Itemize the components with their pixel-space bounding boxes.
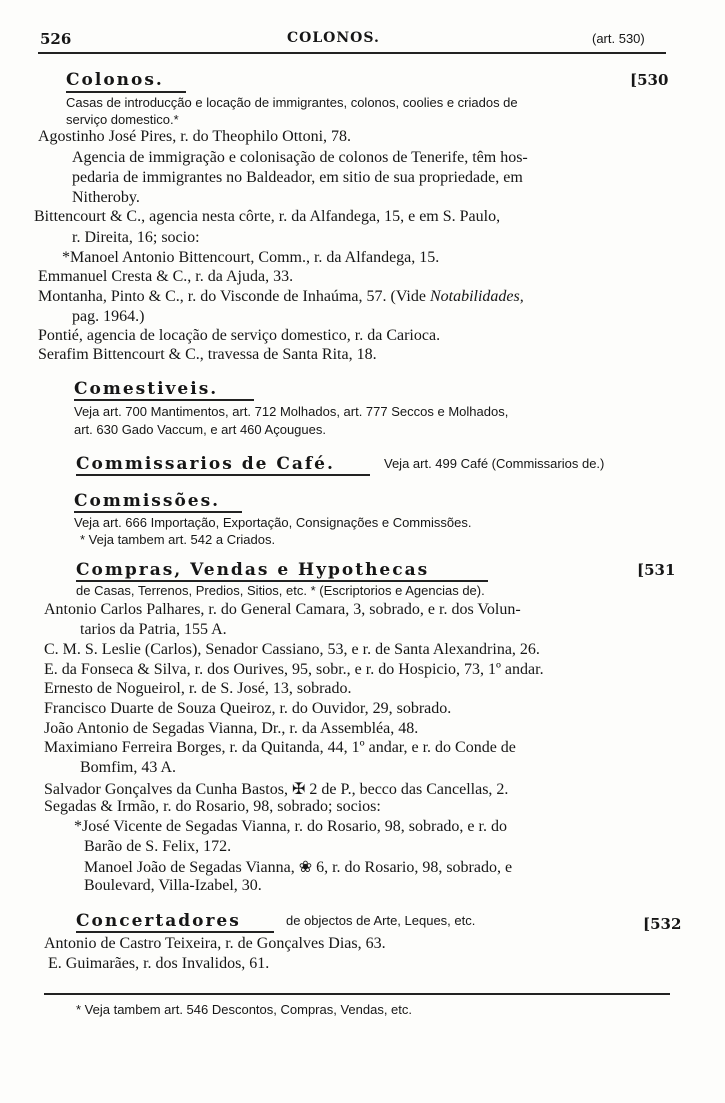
- entry-line: João Antonio de Segadas Vianna, Dr., r. da Assembléa, 48.: [44, 720, 419, 737]
- article-number: [531: [637, 561, 676, 579]
- entry-line: Barão de S. Felix, 172.: [84, 838, 232, 855]
- section-rule: [74, 399, 254, 401]
- entry-line: *Manoel Antonio Bittencourt, Comm., r. da Alfandega, 15.: [62, 249, 440, 266]
- entry-line: Antonio Carlos Palhares, r. do General Camara, 3, sobrado, e r. dos Volun-: [44, 601, 521, 618]
- section-title-commissarios: Commissarios de Café.: [76, 454, 335, 474]
- section-description: Casas de introducção e locação de immigrantes, colonos, coolies e criados de: [66, 95, 518, 110]
- cross-reference: Veja art. 666 Importação, Exportação, Consignações e Commissões.: [74, 515, 472, 530]
- footnote: * Veja tambem art. 546 Descontos, Compras, Vendas, etc.: [76, 1002, 413, 1017]
- cross-reference: art. 630 Gado Vaccum, e art 460 Açougues.: [74, 422, 326, 437]
- section-rule: [74, 511, 242, 513]
- entry-line: Maximiano Ferreira Borges, r. da Quitanda, 44, 1º andar, e r. do Conde de: [44, 739, 516, 756]
- entry-line: Ernesto de Nogueirol, r. de S. José, 13, sobrado.: [44, 680, 352, 697]
- section-description: de Casas, Terrenos, Predios, Sitios, etc. * (Escriptorios e Agencias de).: [76, 583, 485, 598]
- section-rule: [76, 931, 274, 933]
- entry-line: Antonio de Castro Teixeira, r. de Gonçalves Dias, 63.: [44, 935, 386, 952]
- entry-line: pag. 1964.): [72, 308, 145, 325]
- section-rule: [66, 91, 186, 93]
- entry-line: Bittencourt & C., agencia nesta côrte, r. da Alfandega, 15, e em S. Paulo,: [34, 208, 501, 225]
- footnote-rule: [44, 993, 670, 995]
- entry-line: E. Guimarães, r. dos Invalidos, 61.: [48, 955, 270, 972]
- header-rule: [38, 52, 666, 54]
- section-description: de objectos de Arte, Leques, etc.: [286, 913, 476, 928]
- entry-line: Segadas & Irmão, r. do Rosario, 98, sobrado; socios:: [44, 798, 381, 815]
- entry-line: C. M. S. Leslie (Carlos), Senador Cassiano, 53, e r. de Santa Alexandrina, 26.: [44, 641, 540, 658]
- entry-line: Montanha, Pinto & C., r. do Visconde de Inhaúma, 57. (Vide Notabilidades,: [38, 288, 524, 305]
- section-title-comestiveis: Comestiveis.: [74, 379, 219, 399]
- article-number: [530: [630, 71, 669, 89]
- entry-line: Serafim Bittencourt & C., travessa de Santa Rita, 18.: [38, 346, 377, 363]
- section-title-compras: Compras, Vendas e Hypothecas: [76, 560, 430, 580]
- section-rule: [76, 474, 370, 476]
- cross-reference: Veja art. 700 Mantimentos, art. 712 Molhados, art. 777 Seccos e Molhados,: [74, 404, 509, 419]
- section-description: serviço domestico.*: [66, 112, 179, 127]
- section-title-commissoes: Commissões.: [74, 491, 221, 511]
- entry-line: Manoel João de Segadas Vianna, ❀ 6, r. do Rosario, 98, sobrado, e: [84, 859, 513, 876]
- entry-line: Emmanuel Cresta & C., r. da Ajuda, 33.: [38, 268, 294, 285]
- entry-line: Pontié, agencia de locação de serviço domestico, r. da Carioca.: [38, 327, 441, 344]
- entry-line: Francisco Duarte de Souza Queiroz, r. do Ouvidor, 29, sobrado.: [44, 700, 452, 717]
- cross-reference: Veja art. 499 Café (Commissarios de.): [384, 456, 605, 471]
- entry-line: *José Vicente de Segadas Vianna, r. do Rosario, 98, sobrado, e r. do: [74, 818, 507, 835]
- page-number: 526: [40, 30, 72, 48]
- article-ref: (art. 530): [592, 31, 645, 46]
- entry-line: pedaria de immigrantes no Baldeador, em sitio de sua propriedade, em: [72, 169, 523, 186]
- entry-line: Salvador Gonçalves da Cunha Bastos, ✠ 2 de P., becco das Cancellas, 2.: [44, 781, 509, 798]
- running-title: COLONOS.: [287, 30, 380, 46]
- entry-line: Bomfim, 43 A.: [80, 759, 177, 776]
- article-number: [532: [643, 915, 682, 933]
- section-rule: [76, 580, 488, 582]
- entry-line: Boulevard, Villa-Izabel, 30.: [84, 877, 262, 894]
- cross-reference: * Veja tambem art. 542 a Criados.: [80, 532, 276, 547]
- entry-line: Agostinho José Pires, r. do Theophilo Ottoni, 78.: [38, 128, 352, 145]
- entry-line: E. da Fonseca & Silva, r. dos Ourives, 95, sobr., e r. do Hospicio, 73, 1º andar.: [44, 661, 544, 678]
- entry-line: r. Direita, 16; socio:: [72, 229, 200, 246]
- entry-line: Nitheroby.: [72, 189, 140, 206]
- section-title-colonos: Colonos.: [66, 70, 164, 90]
- section-title-concertadores: Concertadores: [76, 911, 241, 931]
- entry-line: Agencia de immigração e colonisação de colonos de Tenerife, têm hos-: [72, 149, 528, 166]
- entry-line: tarios da Patria, 155 A.: [80, 621, 227, 638]
